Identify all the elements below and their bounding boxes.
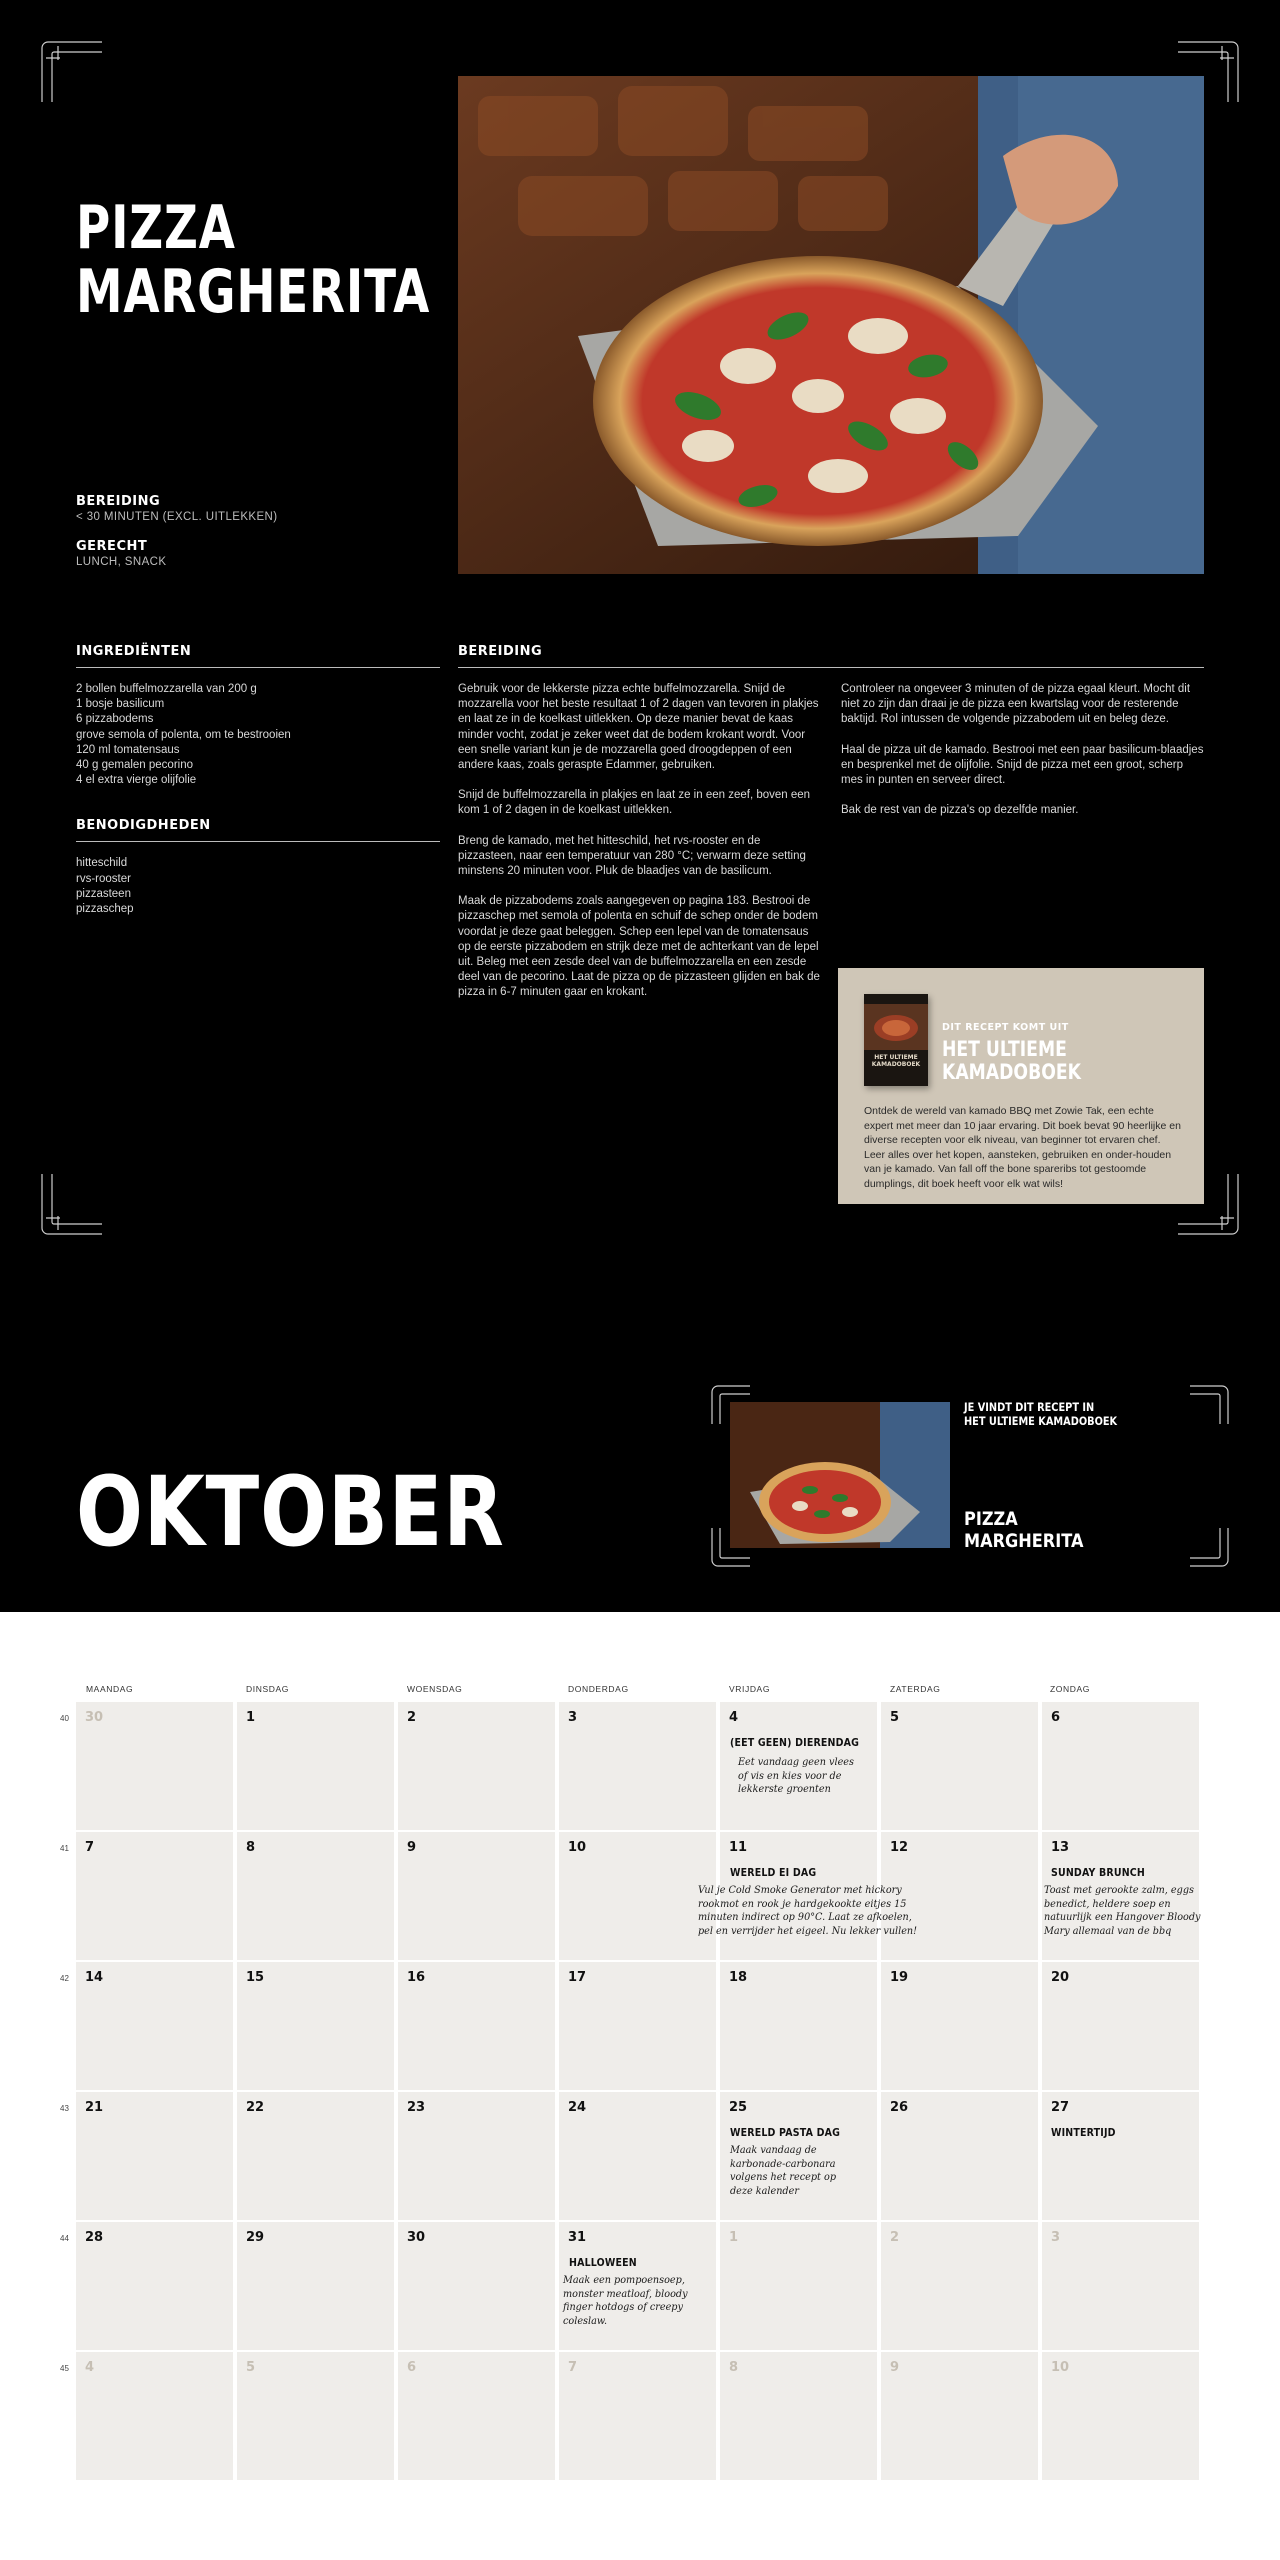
list-item: grove semola of polenta, om te bestrooien: [76, 728, 291, 741]
event-note-halloween: Maak een pompoensoep, monster meatloaf, bloody finger hotdogs of creepy coleslaw.: [563, 2274, 688, 2327]
book-description: Ontdek de wereld van kamado BBQ met Zowie Tak, een echte expert met meer dan 10 jaar ervaring. Dit boek bevat 90 heerlijke en diverse recepten voor elk niveau, van beginner tot ervaren chef. Leer alles over het kopen, aansteken, gebruiken en onder-houden van je kamado. Van fall off the bone spareribs tot gestoomde dumplings, dit boek heeft voor elk wat wils!: [864, 1105, 1181, 1190]
event-title-sunday-brunch: SUNDAY BRUNCH: [1051, 1866, 1146, 1879]
calendar-day-cell: [1042, 2092, 1199, 2220]
calendar-day-cell: [76, 1832, 233, 1960]
calendar-day-cell: [881, 2352, 1038, 2480]
list-item: pizzaschep: [76, 903, 134, 916]
day-number: 23: [407, 2100, 426, 2115]
list-item: 1 bosje basilicum: [76, 698, 165, 711]
week-number: 44: [60, 2234, 69, 2243]
day-number: 18: [729, 1970, 748, 1985]
day-number: 3: [568, 1710, 578, 1725]
calendar-day-cell: [76, 1962, 233, 2090]
tools-heading: BENODIGDHEDEN: [76, 818, 440, 842]
day-number: 8: [246, 1840, 256, 1855]
day-number: 10: [1051, 2360, 1070, 2375]
book-title-line2: KAMADOBOEK: [942, 1060, 1081, 1084]
week-number: 43: [60, 2104, 69, 2113]
calendar-day-cell: [720, 1962, 877, 2090]
day-number: 29: [246, 2230, 265, 2245]
calendar-day-cell: [559, 2092, 716, 2220]
list-item: 2 bollen buffelmozzarella van 200 g: [76, 683, 257, 695]
day-number: 16: [407, 1970, 426, 1985]
method-paragraph: Controleer na ongeveer 3 minuten of de pizza egaal kleurt. Mocht dit niet zo zijn dan draai je de pizza een kwartslag voor de resterende baktijd. Rol intussen de volgende pizzabodem uit en beleg deze.: [841, 683, 1191, 726]
day-number: 27: [1051, 2100, 1070, 2115]
day-number: 4: [85, 2360, 95, 2375]
list-item: 4 el extra vierge olijfolie: [76, 774, 197, 787]
month-title: OKTOBER: [76, 1456, 505, 1568]
corner-ornament-icon: [40, 1172, 104, 1236]
method-paragraph: Maak de pizzabodems zoals aangegeven op pagina 183. Bestrooi de pizzaschep met semola of polenta en schuif de schep onder de bodem voordat je deze gaat beleggen. Schep een lepel van de tomatensaus op de eerste pizzabodem en strijk deze met de achterkant van de lepel uit. Beleg met een zesde deel van de buffelmozzarella en een zesde deel van de pecorino. Laat de pizza op de pizzasteen glijden en bak de pizza in 6-7 minuten gaar en krokant.: [458, 895, 820, 999]
calendar-day-cell: [881, 1962, 1038, 2090]
event-title-wereld-ei-dag: WERELD EI DAG: [730, 1866, 817, 1879]
day-number: 7: [568, 2360, 578, 2375]
day-number: 9: [407, 1840, 417, 1855]
weekday-header: ZATERDAG: [890, 1684, 941, 1694]
method-paragraph: Gebruik voor de lekkerste pizza echte buffelmozzarella. Snijd de mozzarella voor het beste resultaat 1 of 2 dagen van tevoren in plakjes en laat ze in de koelkast uitlekken. Op deze manier bevat de kaas minder vocht, zodat je zeker weet dat de bodem krokant wordt. Voor een snelle variant kun je de mozzarella goed droogdeppen of een andere kaas, zoals geraspte Edammer, gebruiken.: [458, 683, 819, 772]
day-number: 2: [407, 1710, 417, 1725]
list-item: 120 ml tomatensaus: [76, 743, 180, 756]
day-number: 19: [890, 1970, 909, 1985]
day-number: 11: [729, 1840, 748, 1855]
calendar-day-cell: [398, 2092, 555, 2220]
calendar-grid: [0, 1612, 1280, 2560]
calendar-day-cell: [559, 2352, 716, 2480]
event-title-wintertijd: WINTERTIJD: [1051, 2126, 1116, 2139]
calendar-day-cell: [76, 2222, 233, 2350]
reference-title: [964, 1508, 1084, 1552]
day-number: 30: [407, 2230, 426, 2245]
day-number: 1: [729, 2230, 739, 2245]
event-title-wereld-pasta-dag: WERELD PASTA DAG: [730, 2126, 841, 2139]
weekday-header: DONDERDAG: [568, 1684, 629, 1694]
day-number: 13: [1051, 1840, 1070, 1855]
calendar-day-cell: [398, 1702, 555, 1830]
calendar-day-cell: [1042, 1962, 1199, 2090]
day-number: 17: [568, 1970, 587, 1985]
day-number: 28: [85, 2230, 104, 2245]
day-number: 24: [568, 2100, 587, 2115]
weekday-header: VRIJDAG: [729, 1684, 771, 1694]
reference-kicker: [964, 1400, 1117, 1428]
calendar-day-cell: [76, 1702, 233, 1830]
reference-kicker-line1: JE VINDT DIT RECEPT IN: [964, 1400, 1095, 1414]
pizza-hero-photo: [458, 76, 1204, 574]
day-number: 9: [890, 2360, 900, 2375]
calendar-day-cell: [1042, 2352, 1199, 2480]
book-title: [942, 1038, 1081, 1084]
day-number: 6: [1051, 1710, 1061, 1725]
calendar-day-cell: [237, 2222, 394, 2350]
dish-type-label: GERECHT: [76, 539, 148, 554]
book-promo-card: [838, 968, 1204, 1204]
calendar-day-cell: [398, 2222, 555, 2350]
week-number: 41: [60, 1844, 69, 1853]
weekday-header: DINSDAG: [246, 1684, 289, 1694]
week-number: 42: [60, 1974, 69, 1983]
calendar-day-cell: [881, 2092, 1038, 2220]
book-kicker: DIT RECEPT KOMT UIT: [942, 1022, 1069, 1033]
day-number: 26: [890, 2100, 909, 2115]
reference-title-line1: PIZZA: [964, 1508, 1018, 1530]
calendar-day-cell: [237, 1832, 394, 1960]
event-title-dierendag: (EET GEEN) DIERENDAG: [730, 1736, 860, 1749]
event-note-wereld-ei-dag: Vul je Cold Smoke Generator met hickory rookmot en rook je hardgekookte eitjes 15 minuten indirect op 90°C. Laat ze afkoelen, pel en verrijder het eigeel. Nu lekker vullen!: [698, 1884, 918, 1937]
tools-list: [76, 856, 440, 917]
day-number: 22: [246, 2100, 265, 2115]
day-number: 4: [729, 1710, 739, 1725]
day-number: 21: [85, 2100, 104, 2115]
calendar-day-cell: [559, 1702, 716, 1830]
event-note-wereld-pasta-dag: Maak vandaag de karbonade-carbonara volgens het recept op deze kalender: [730, 2144, 837, 2197]
calendar-day-cell: [76, 2092, 233, 2220]
prep-time-label: BEREIDING: [76, 494, 161, 509]
prep-time-value: < 30 MINUTEN (EXCL. UITLEKKEN): [76, 511, 278, 523]
day-number: 3: [1051, 2230, 1061, 2245]
list-item: 40 g gemalen pecorino: [76, 759, 193, 772]
weekday-header: ZONDAG: [1050, 1684, 1090, 1694]
method-paragraph: Breng de kamado, met het hitteschild, het rvs-rooster en de pizzasteen, naar een temperatuur van 280 °C; verwarm deze setting minstens 20 minuten voor. Pluk de blaadjes van de basilicum.: [458, 834, 806, 878]
week-number: 40: [60, 1714, 69, 1723]
event-note-dierendag: Eet vandaag geen vlees of vis en kies voor de lekkerste groenten: [738, 1756, 854, 1795]
recipe-title: [76, 193, 431, 327]
calendar-day-cell: [559, 1962, 716, 2090]
calendar-day-cell: [881, 2222, 1038, 2350]
recipe-title-line1: PIZZA: [76, 193, 236, 263]
day-number: 7: [85, 1840, 95, 1855]
corner-ornament-icon: [40, 40, 104, 104]
calendar-day-cell: [237, 2352, 394, 2480]
book-cover-image: [864, 994, 928, 1086]
day-number: 1: [246, 1710, 256, 1725]
recipe-title-line2: MARGHERITA: [76, 257, 431, 327]
weekday-header: WOENSDAG: [407, 1684, 463, 1694]
calendar-day-cell: [1042, 2222, 1199, 2350]
day-number: 15: [246, 1970, 265, 1985]
method-column: [458, 644, 1204, 1016]
reference-title-line2: MARGHERITA: [964, 1530, 1084, 1552]
calendar-day-cell: [559, 1832, 716, 1960]
day-number: 12: [890, 1840, 909, 1855]
day-number: 30: [85, 1710, 104, 1725]
dish-type-value: LUNCH, SNACK: [76, 556, 167, 568]
calendar-day-cell: [720, 2352, 877, 2480]
ingredients-heading: INGREDIËNTEN: [76, 644, 440, 668]
list-item: pizzasteen: [76, 887, 131, 900]
pizza-thumbnail-photo: [730, 1402, 950, 1548]
day-number: 10: [568, 1840, 587, 1855]
method-paragraph: Snijd de buffelmozzarella in plakjes en laat ze in een zeef, boven een kom 1 of 2 dagen in de koelkast uitlekken.: [458, 789, 811, 817]
day-number: 5: [890, 1710, 900, 1725]
calendar-day-cell: [76, 2352, 233, 2480]
method-paragraph: Bak de rest van de pizza's op dezelfde manier.: [841, 804, 1079, 817]
recipe-meta: [76, 494, 436, 584]
list-item: hitteschild: [76, 857, 128, 870]
reference-kicker-line2: HET ULTIEME KAMADOBOEK: [964, 1414, 1118, 1428]
ingredients-column: [76, 644, 440, 917]
list-item: 6 pizzabodems: [76, 713, 154, 726]
day-number: 20: [1051, 1970, 1070, 1985]
book-cover-title: HET ULTIEME KAMADOBOEK: [871, 1054, 921, 1068]
day-number: 2: [890, 2230, 900, 2245]
book-title-line1: HET ULTIEME: [942, 1037, 1067, 1061]
calendar-day-cell: [720, 2222, 877, 2350]
calendar-day-cell: [237, 1702, 394, 1830]
calendar-day-cell: [398, 1962, 555, 2090]
corner-ornament-icon: [1166, 1384, 1230, 1448]
list-item: rvs-rooster: [76, 872, 131, 885]
week-number: 45: [60, 2364, 69, 2373]
method-heading: BEREIDING: [458, 644, 1204, 668]
method-paragraph: Haal de pizza uit de kamado. Bestrooi met een paar basilicum-blaadjes en besprenkel met de olijfolie. Snijd de pizza met een groot, scherp mes in punten en serveer direct.: [841, 743, 1204, 787]
day-number: 8: [729, 2360, 739, 2375]
ingredients-list: [76, 682, 440, 788]
corner-ornament-icon: [1166, 1504, 1230, 1568]
calendar-day-cell: [398, 1832, 555, 1960]
calendar-day-cell: [237, 1962, 394, 2090]
event-note-sunday-brunch: Toast met gerookte zalm, eggs benedict, heldere soep en natuurlijk een Hangover Bloody Mary allemaal van de bbq: [1044, 1884, 1201, 1937]
day-number: 14: [85, 1970, 104, 1985]
calendar-day-cell: [237, 2092, 394, 2220]
day-number: 25: [729, 2100, 748, 2115]
calendar-day-cell: [1042, 1702, 1199, 1830]
method-text-col2: [841, 682, 1204, 1016]
day-number: 6: [407, 2360, 417, 2375]
weekday-header: MAANDAG: [86, 1684, 134, 1694]
day-number: 5: [246, 2360, 256, 2375]
calendar-day-cell: [881, 1702, 1038, 1830]
calendar-day-cell: [398, 2352, 555, 2480]
day-number: 31: [568, 2230, 587, 2245]
method-text-col1: [458, 682, 821, 1016]
event-title-halloween: HALLOWEEN: [569, 2256, 637, 2269]
